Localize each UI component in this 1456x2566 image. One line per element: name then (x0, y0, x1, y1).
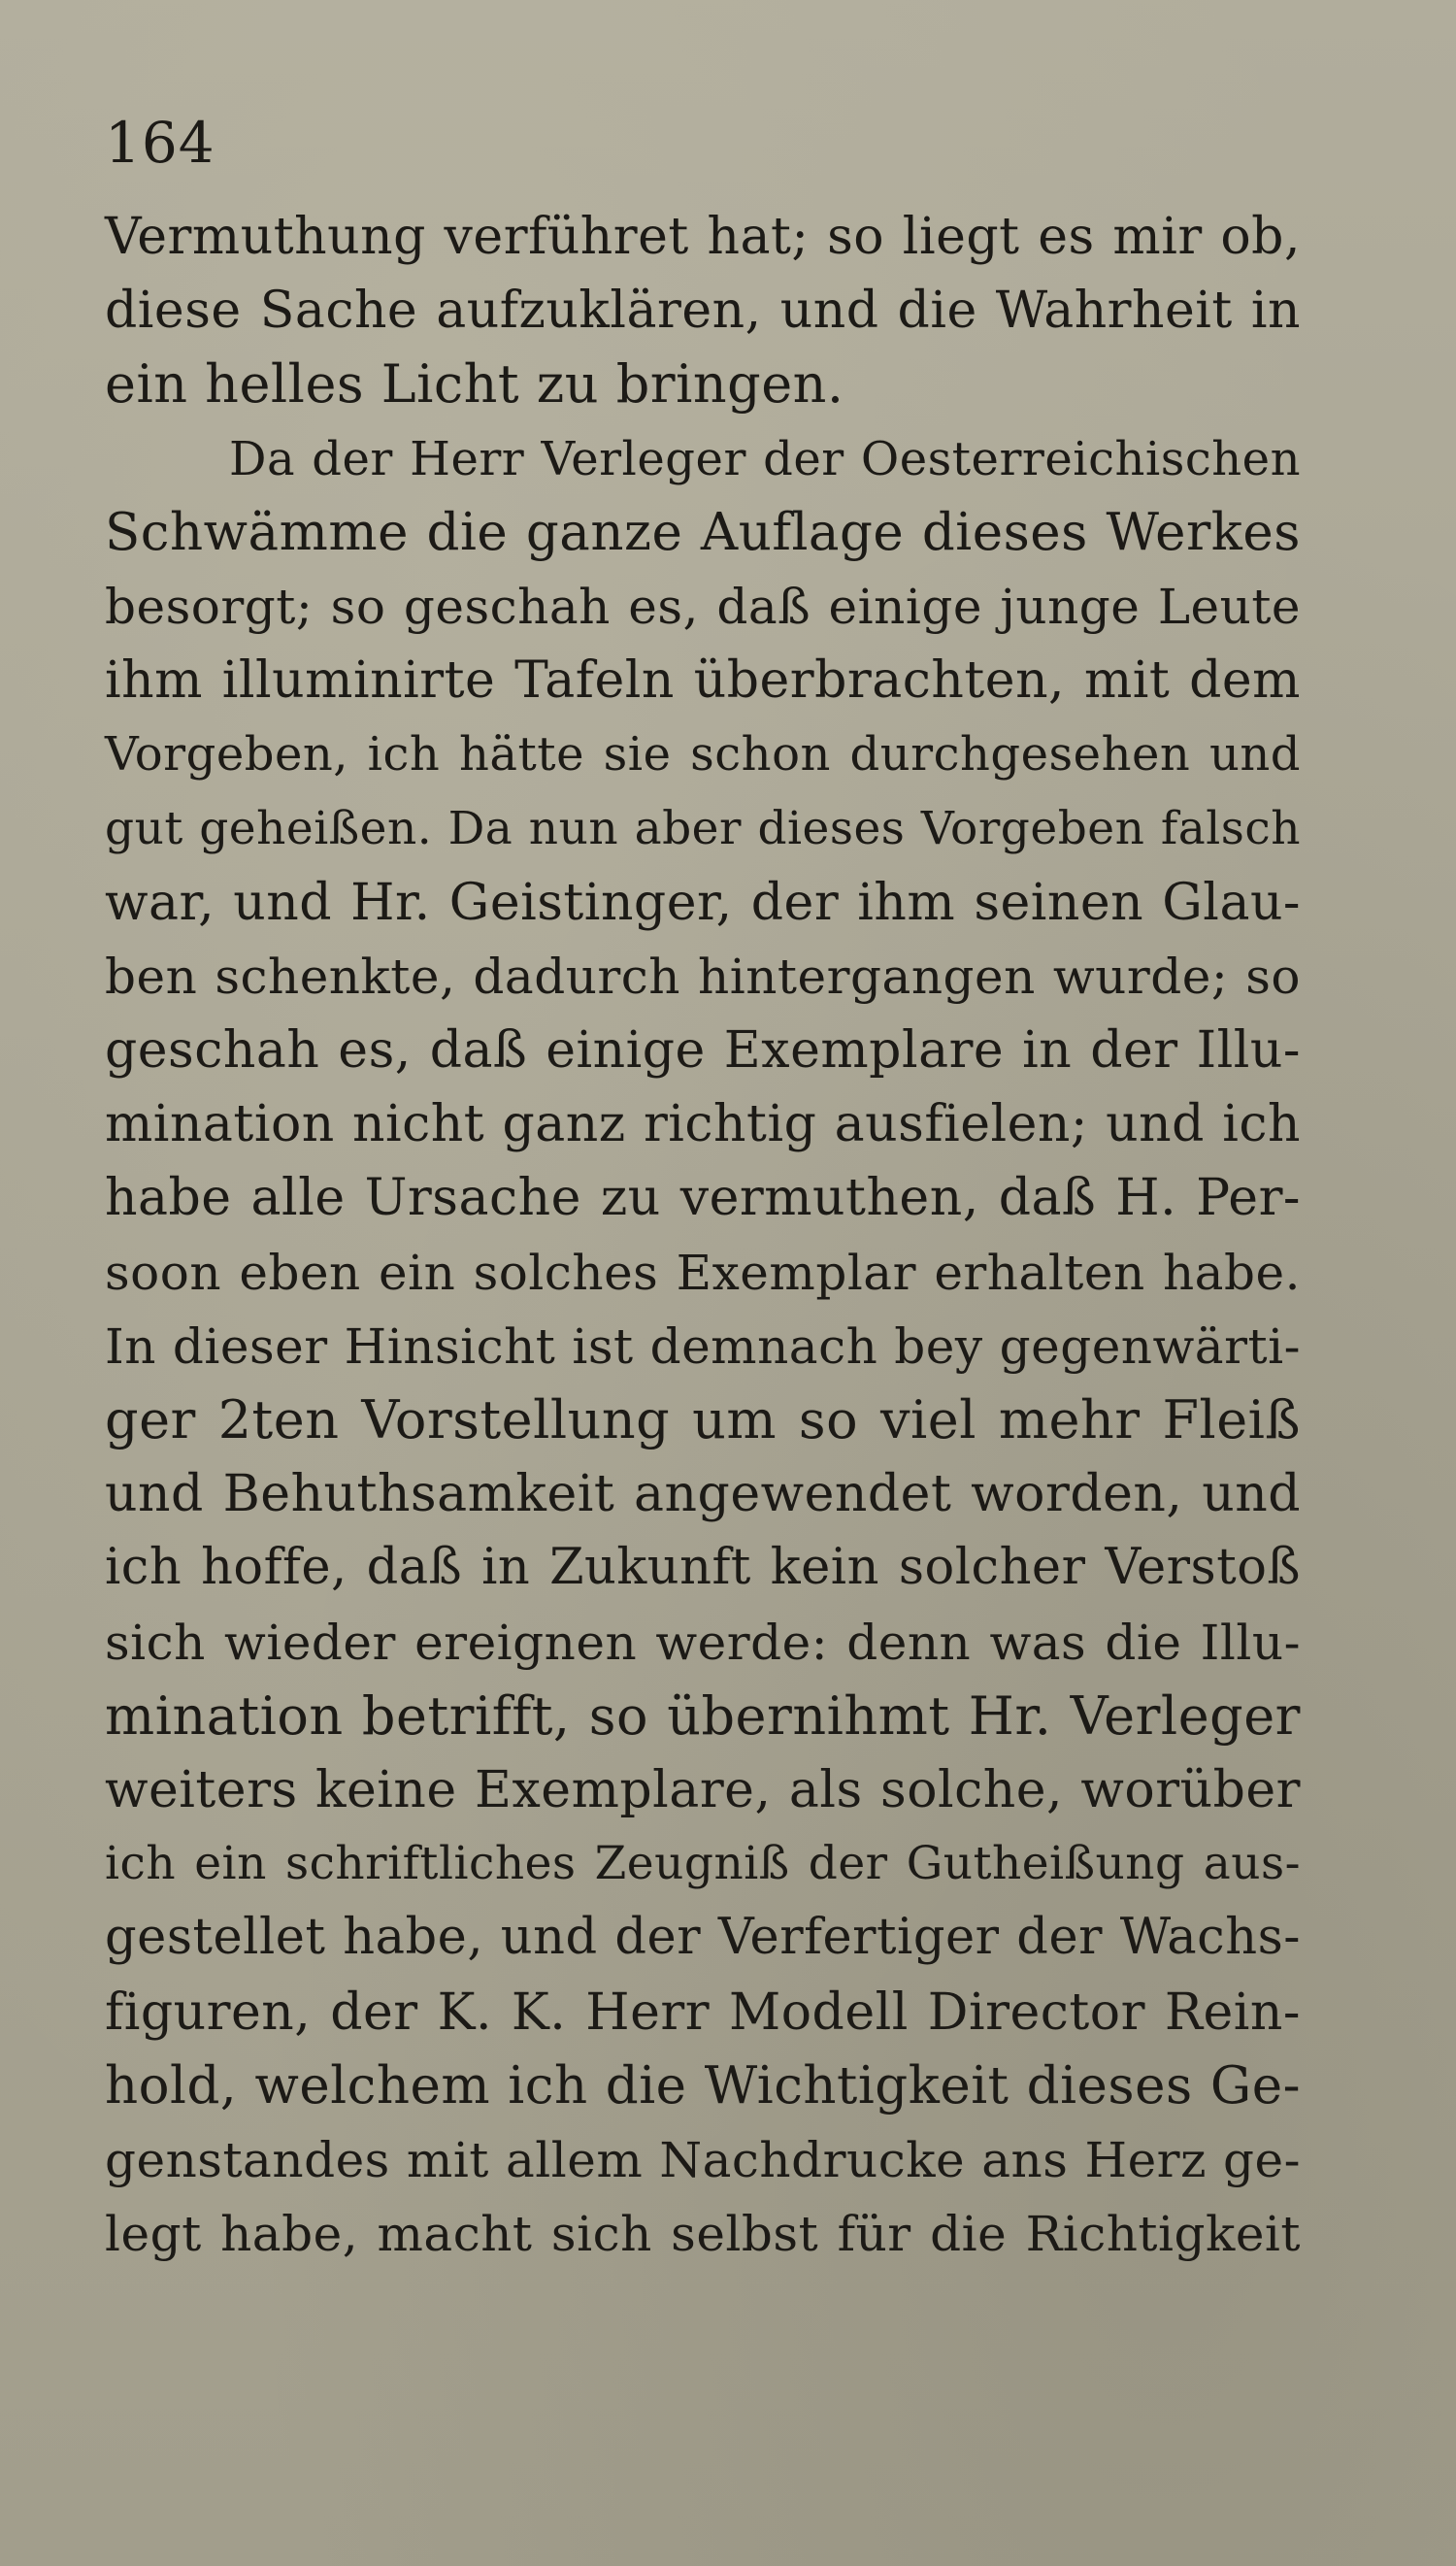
text-line: und Behuthsamkeit angewendet worden, und (105, 1465, 1301, 1524)
text-line: diese Sache aufzuklären, und die Wahrheit in (105, 282, 1301, 341)
text-line: gut geheißen. Da nun aber dieses Vorgeben falsch (105, 801, 1301, 855)
text-line: geschah es, daß einige Exemplare in der Illu- (105, 1021, 1301, 1081)
text-line: mination nicht ganz richtig ausfielen; und ich (105, 1095, 1301, 1154)
text-line: In dieser Hinsicht ist demnach bey gegenwärti- (105, 1317, 1301, 1375)
text-line: Da der Herr Verleger der Oesterreichischen (229, 431, 1301, 486)
text-line: habe alle Ursache zu vermuthen, daß H. Per- (105, 1169, 1301, 1228)
text-line: Vermuthung verführet hat; so liegt es mir ob, (105, 208, 1301, 266)
text-line: ich ein schriftliches Zeugniß der Gutheißung aus- (105, 1837, 1301, 1891)
text-line: war, und Hr. Geistinger, der ihm seinen Glau- (105, 873, 1301, 932)
page-number: 164 (105, 110, 215, 176)
text-line: mination betrifft, so übernihmt Hr. Verleger (105, 1684, 1301, 1747)
text-line: ben schenkte, dadurch hintergangen wurde; so (105, 948, 1301, 1005)
text-line: genstandes mit allem Nachdrucke ans Herz ge- (105, 2131, 1301, 2188)
text-line: ich hoffe, daß in Zukunft kein solcher Verstoß (105, 1539, 1301, 1597)
text-line: sich wieder ereignen werde: denn was die Illu- (105, 1614, 1301, 1671)
text-line: Schwämme die ganze Auflage dieses Werkes (105, 502, 1301, 562)
text-line: Vorgeben, ich hätte sie schon durchgesehen und (105, 727, 1301, 783)
text-line: figuren, der K. K. Herr Modell Director Rein- (105, 1983, 1301, 2042)
text-line: gestellet habe, und der Verfertiger der Wachs- (105, 1909, 1301, 1967)
text-line: weiters keine Exemplare, als solche, worüber (105, 1760, 1301, 1819)
body-text (105, 200, 1301, 2271)
text-line: besorgt; so geschah es, daß einige junge Leute (105, 578, 1301, 635)
text-line: soon eben ein solches Exemplar erhalten habe. (105, 1244, 1301, 1301)
text-line: legt habe, macht sich selbst für die Richtigkeit (105, 2206, 1301, 2263)
text-line: hold, welchem ich die Wichtigkeit dieses Ge- (105, 2055, 1301, 2116)
text-line: ein helles Licht zu bringen. (105, 353, 844, 416)
text-line: ihm illuminirte Tafeln überbrachten, mit dem (105, 651, 1301, 711)
text-line: ger 2ten Vorstellung um so viel mehr Fleiß (105, 1389, 1301, 1450)
